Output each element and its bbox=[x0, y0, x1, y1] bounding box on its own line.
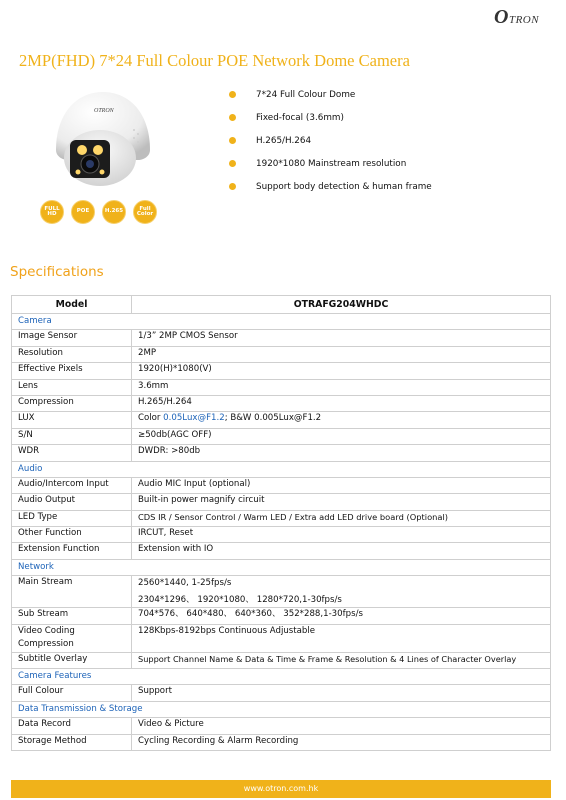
feature-item bbox=[229, 158, 432, 181]
feature-item bbox=[229, 89, 432, 112]
section-camera-features: Camera Features bbox=[12, 669, 551, 685]
spec-value: Support Channel Name & Data & Time & Frame & Resolution & 4 Lines of Character Overlay bbox=[132, 652, 551, 668]
section-audio: Audio bbox=[12, 461, 551, 477]
spec-label: Audio/Intercom Input bbox=[12, 477, 132, 493]
table-row bbox=[12, 477, 551, 493]
spec-value-line: 2304*1296、 1920*1080、 1280*720,1-30fps/s bbox=[138, 594, 342, 605]
spec-label: Storage Method bbox=[12, 734, 132, 750]
spec-value: Built-in power magnify circuit bbox=[132, 494, 551, 510]
spec-label: Full Colour bbox=[12, 685, 132, 701]
spec-label: WDR bbox=[12, 445, 132, 461]
badge-1-line-2: HD bbox=[47, 211, 57, 217]
table-row bbox=[12, 685, 551, 701]
specifications-table bbox=[11, 295, 551, 751]
feature-text: Fixed-focal (3.6mm) bbox=[256, 113, 344, 123]
spec-value: Video & Picture bbox=[132, 718, 551, 734]
feature-item bbox=[229, 112, 432, 135]
spec-value bbox=[132, 412, 551, 428]
full-color-icon bbox=[133, 200, 157, 224]
spec-value: 2MP bbox=[132, 346, 551, 362]
table-row bbox=[12, 363, 551, 379]
spec-label: Data Record bbox=[12, 718, 132, 734]
table-row bbox=[12, 652, 551, 668]
table-row bbox=[12, 576, 551, 608]
model-number-header: OTRAFG204WHDC bbox=[132, 296, 551, 314]
table-row bbox=[12, 527, 551, 543]
spec-label: Subtitle Overlay bbox=[12, 652, 132, 668]
poe-icon bbox=[71, 200, 95, 224]
lux-color-prefix: Color bbox=[138, 413, 164, 424]
spec-label: Resolution bbox=[12, 346, 132, 362]
dome-camera-image bbox=[48, 84, 158, 194]
spec-label: Extension Function bbox=[12, 543, 132, 559]
bullet-icon bbox=[229, 91, 236, 98]
bullet-icon bbox=[229, 114, 236, 121]
spec-label-line: Video Coding bbox=[18, 625, 75, 636]
spec-label: LED Type bbox=[12, 510, 132, 526]
spec-label: Other Function bbox=[12, 527, 132, 543]
lux-color-value: 0.05Lux@F1.2 bbox=[163, 413, 225, 424]
table-row bbox=[12, 395, 551, 411]
spec-label: Audio Output bbox=[12, 494, 132, 510]
spec-label-line: Compression bbox=[18, 639, 74, 650]
spec-label: Lens bbox=[12, 379, 132, 395]
spec-value bbox=[132, 576, 551, 608]
feature-item bbox=[229, 181, 432, 204]
h265-icon bbox=[102, 200, 126, 224]
table-row bbox=[12, 734, 551, 750]
logo-rest: TRON bbox=[508, 14, 540, 26]
table-row bbox=[12, 608, 551, 624]
footer-website: www.otron.com.hk bbox=[11, 780, 551, 798]
spec-value: ≥50db(AGC OFF) bbox=[132, 428, 551, 444]
spec-label: Sub Stream bbox=[12, 608, 132, 624]
table-row bbox=[12, 330, 551, 346]
brand-logo bbox=[494, 6, 539, 29]
section-row bbox=[12, 314, 551, 330]
feature-text: H.265/H.264 bbox=[256, 136, 312, 146]
feature-item bbox=[229, 135, 432, 158]
spec-value: Cycling Recording & Alarm Recording bbox=[132, 734, 551, 750]
feature-list bbox=[229, 89, 432, 204]
spec-label: Main Stream bbox=[12, 576, 132, 608]
section-row bbox=[12, 461, 551, 477]
spec-label: Compression bbox=[12, 395, 132, 411]
section-row bbox=[12, 701, 551, 717]
badge-2-label: POE bbox=[76, 208, 90, 215]
spec-label: S/N bbox=[12, 428, 132, 444]
table-row bbox=[12, 346, 551, 362]
table-row bbox=[12, 494, 551, 510]
spec-value: 128Kbps-8192bps Continuous Adjustable bbox=[132, 624, 551, 652]
table-row bbox=[12, 412, 551, 428]
table-row bbox=[12, 510, 551, 526]
bullet-icon bbox=[229, 137, 236, 144]
feature-text: 7*24 Full Colour Dome bbox=[256, 90, 356, 100]
camera-brand-mark: OTRON bbox=[94, 108, 114, 114]
bullet-icon bbox=[229, 183, 236, 190]
spec-value: IRCUT, Reset bbox=[132, 527, 551, 543]
spec-value: CDS IR / Sensor Control / Warm LED / Extra add LED drive board (Optional) bbox=[132, 510, 551, 526]
spec-label: LUX bbox=[12, 412, 132, 428]
spec-value: Extension with IO bbox=[132, 543, 551, 559]
section-network: Network bbox=[12, 559, 551, 575]
spec-value-line: 2560*1440, 1-25fps/s bbox=[138, 578, 232, 589]
spec-label bbox=[12, 624, 132, 652]
feature-text: 1920*1080 Mainstream resolution bbox=[256, 159, 407, 169]
table-row bbox=[12, 543, 551, 559]
spec-value: Support bbox=[132, 685, 551, 701]
table-row bbox=[12, 718, 551, 734]
spec-value: 1920(H)*1080(V) bbox=[132, 363, 551, 379]
spec-value: 3.6mm bbox=[132, 379, 551, 395]
page-title: 2MP(FHD) 7*24 Full Colour POE Network Dome Camera bbox=[19, 51, 410, 70]
badge-1-line-1: FULL bbox=[44, 205, 60, 212]
badge-3-label: H.265 bbox=[104, 208, 124, 215]
feature-badges bbox=[40, 200, 157, 224]
section-data-storage: Data Transmission & Storage bbox=[12, 701, 551, 717]
bullet-icon bbox=[229, 160, 236, 167]
section-row bbox=[12, 559, 551, 575]
spec-label: Image Sensor bbox=[12, 330, 132, 346]
badge-4-label: Full Color bbox=[136, 205, 154, 217]
lux-bw-value: ; B&W 0.005Lux@F1.2 bbox=[224, 413, 322, 424]
spec-value: DWDR: >80db bbox=[132, 445, 551, 461]
section-row bbox=[12, 669, 551, 685]
model-header: Model bbox=[12, 296, 132, 314]
spec-value: Audio MIC Input (optional) bbox=[132, 477, 551, 493]
spec-value: 704*576、 640*480、 640*360、 352*288,1-30fps/s bbox=[132, 608, 551, 624]
table-row bbox=[12, 379, 551, 395]
table-header-row bbox=[12, 296, 551, 314]
feature-text: Support body detection & human frame bbox=[256, 182, 432, 192]
specifications-heading: Specifications bbox=[10, 264, 104, 280]
table-row bbox=[12, 445, 551, 461]
full-hd-icon bbox=[40, 200, 64, 224]
section-camera: Camera bbox=[12, 314, 551, 330]
spec-label: Effective Pixels bbox=[12, 363, 132, 379]
spec-value: H.265/H.264 bbox=[132, 395, 551, 411]
logo-initial: O bbox=[494, 6, 509, 28]
table-row bbox=[12, 624, 551, 652]
spec-value: 1/3” 2MP CMOS Sensor bbox=[132, 330, 551, 346]
table-row bbox=[12, 428, 551, 444]
